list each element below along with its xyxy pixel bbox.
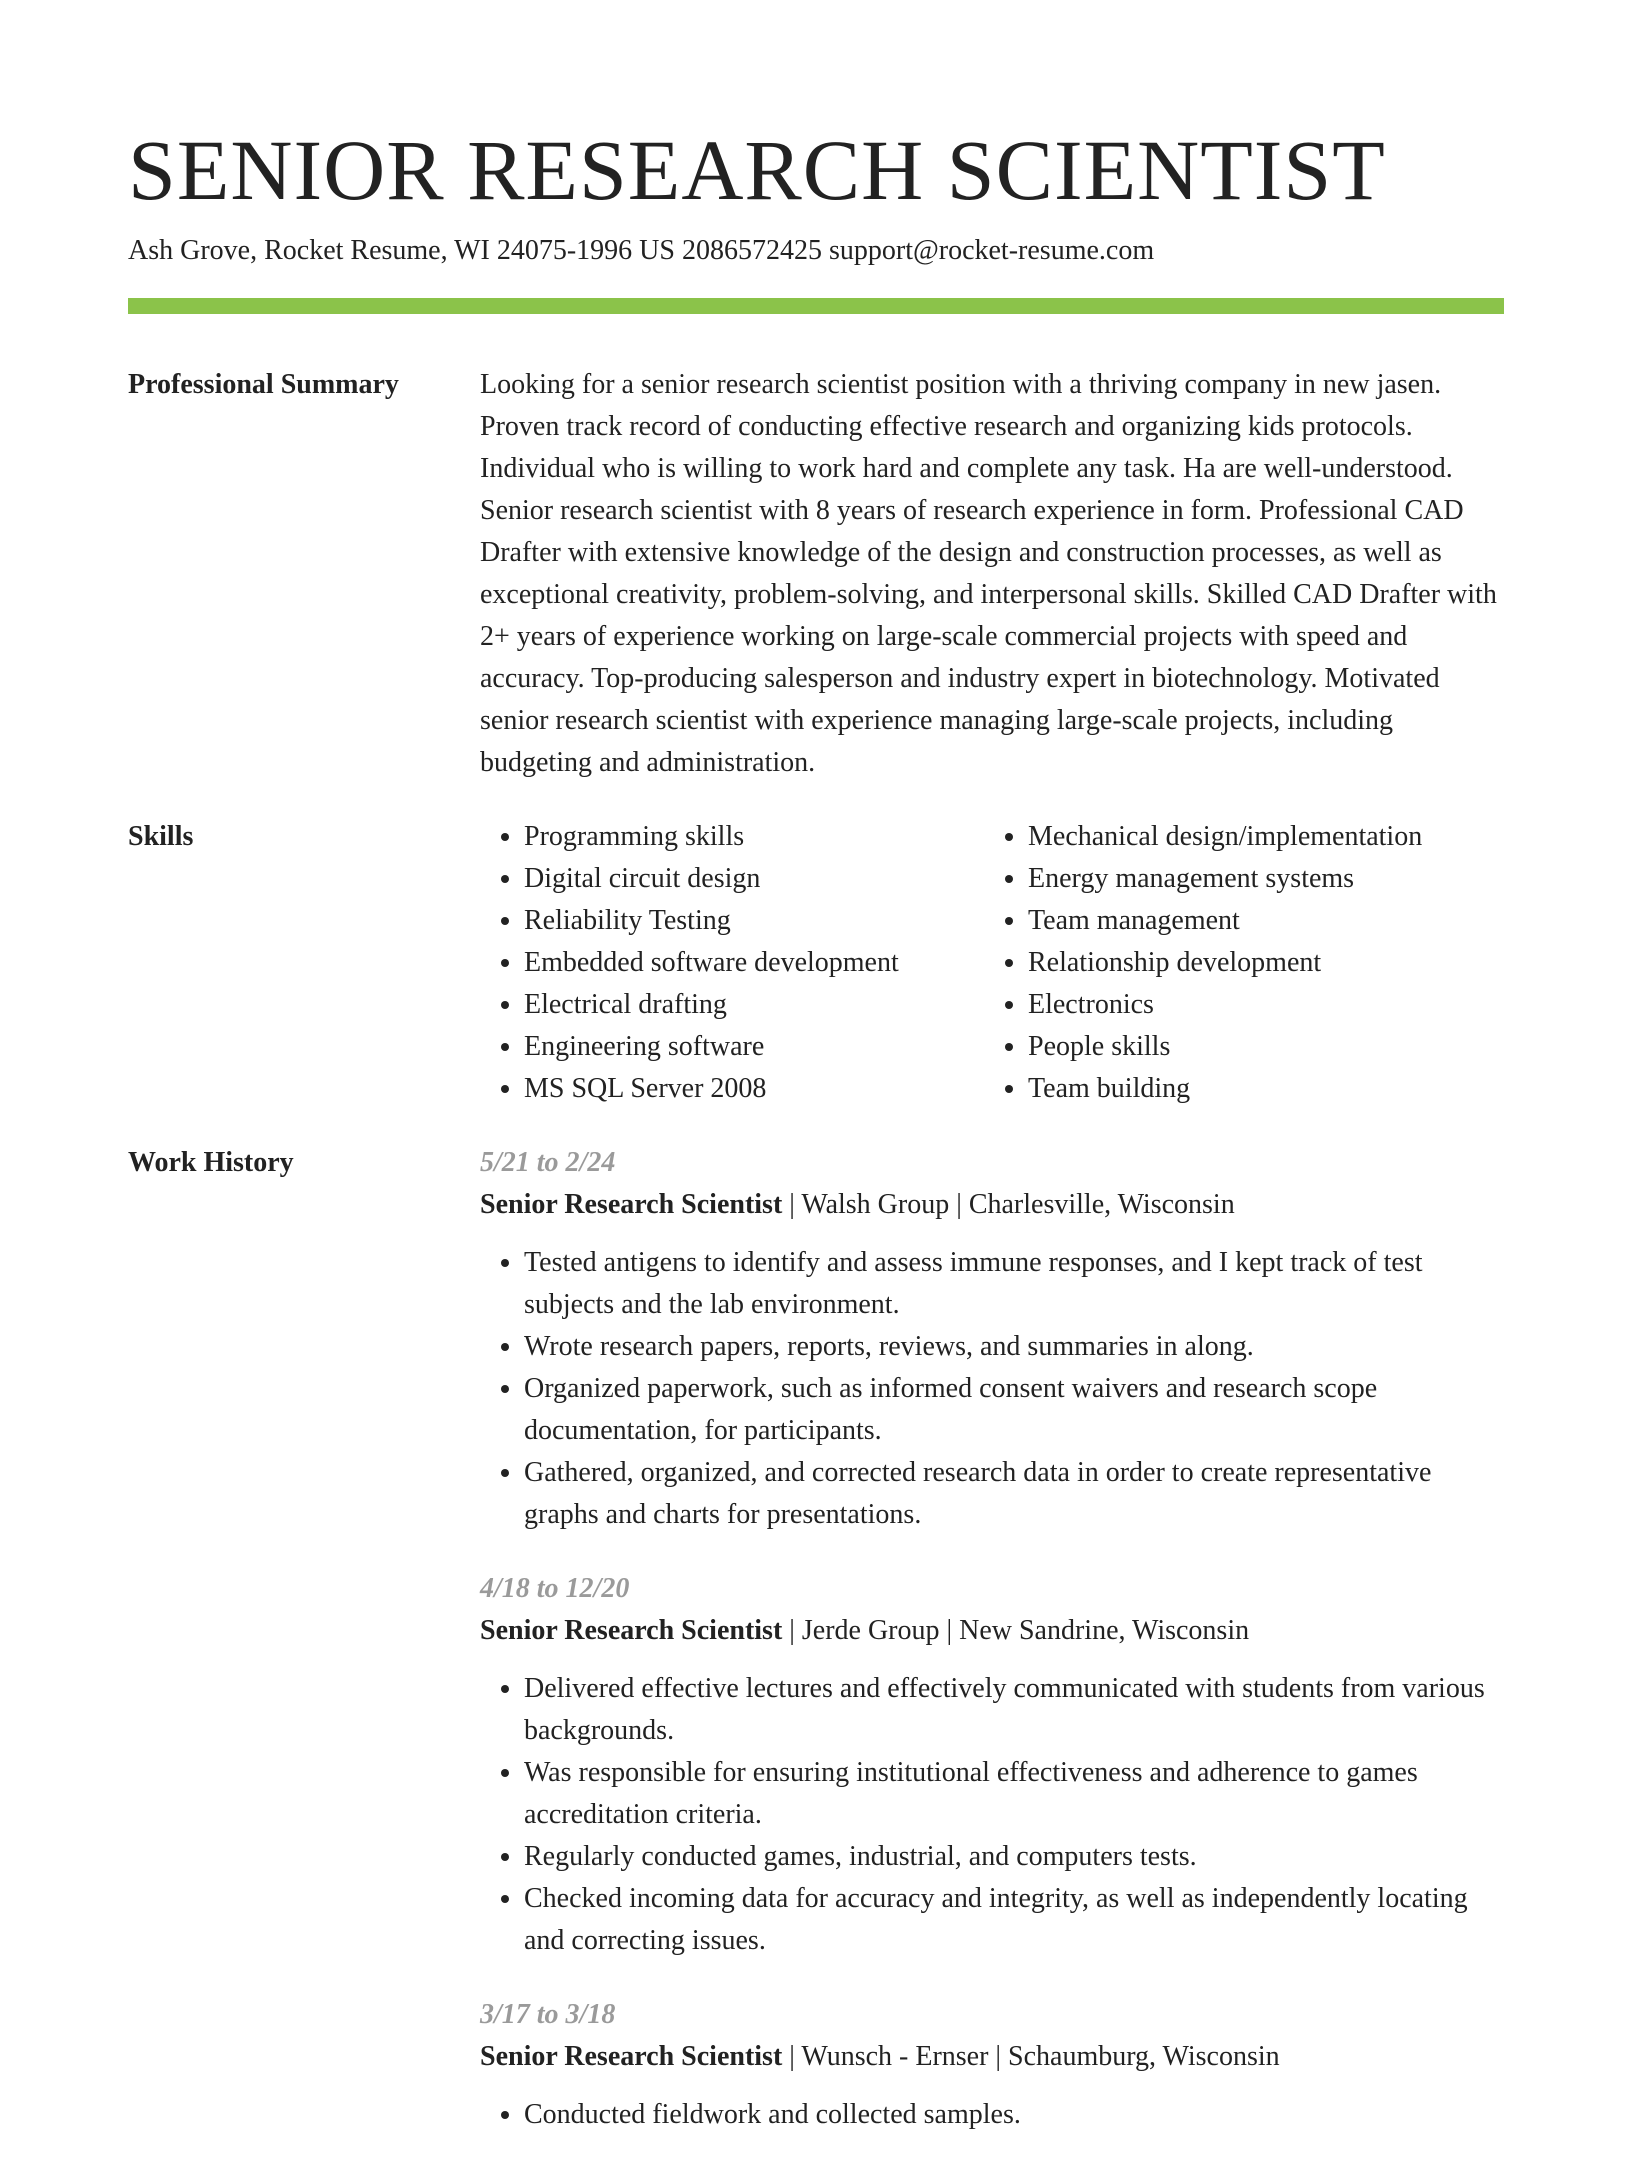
duty-item: • Organized paperwork, such as informed consent waivers and research scope documentation, for participants. (524, 1368, 1504, 1452)
job-duties-list (480, 1668, 1504, 1962)
duty-item: • Checked incoming data for accuracy and integrity, as well as independently locating and correcting issues. (524, 1878, 1504, 1962)
skill-item: • Team building (1028, 1068, 1422, 1110)
job-entry (480, 1994, 1504, 2136)
job-title: Senior Research Scientist (480, 1615, 783, 1646)
job-entry (480, 1568, 1504, 1962)
job-duties-list (480, 1242, 1504, 1536)
job-heading (480, 1184, 1504, 1226)
skill-item: • Relationship development (1028, 942, 1422, 984)
job-title: Senior Research Scientist (480, 1189, 783, 1220)
job-details: | Jerde Group | New Sandrine, Wisconsin (782, 1615, 1250, 1646)
duty-item: • Was responsible for ensuring institutional effectiveness and adherence to games accreditation criteria. (524, 1752, 1504, 1836)
skill-item: • Team management (1028, 900, 1422, 942)
skill-item: • Mechanical design/implementation (1028, 816, 1422, 858)
skill-item: • Energy management systems (1028, 858, 1422, 900)
section-label-work: Work History (128, 1147, 294, 1178)
job-details: | Wunsch - Ernser | Schaumburg, Wisconsin (782, 2041, 1280, 2072)
job-title: Senior Research Scientist (480, 2041, 783, 2072)
duty-item: • Delivered effective lectures and effectively communicated with students from various backgrounds. (524, 1668, 1504, 1752)
section-label-summary: Professional Summary (128, 369, 399, 400)
skill-item: • Embedded software development (524, 942, 984, 984)
skills-list-right (984, 816, 1422, 1110)
contact-line: Ash Grove, Rocket Resume, WI 24075-1996 US 2086572425 support@rocket-resume.com (128, 235, 1155, 266)
job-heading (480, 1610, 1504, 1652)
job-heading (480, 2036, 1504, 2078)
duty-item: • Conducted fieldwork and collected samples. (524, 2094, 1504, 2136)
job-dates: 5/21 to 2/24 (480, 1147, 616, 1178)
skill-item: • MS SQL Server 2008 (524, 1068, 984, 1110)
job-duties-list (480, 2094, 1504, 2136)
work-history-section (128, 1142, 1504, 2168)
duty-item: • Gathered, organized, and corrected research data in order to create representative graphs and charts for presentations. (524, 1452, 1504, 1536)
duty-item: • Wrote research papers, reports, reviews, and summaries in along. (524, 1326, 1504, 1368)
job-dates: 3/17 to 3/18 (480, 1999, 616, 2030)
skill-item: • Digital circuit design (524, 858, 984, 900)
skills-list-left (480, 816, 984, 1110)
resume-page (128, 0, 1504, 2168)
duty-item: • Regularly conducted games, industrial, and computers tests. (524, 1836, 1504, 1878)
skill-item: • People skills (1028, 1026, 1422, 1068)
skill-item: • Reliability Testing (524, 900, 984, 942)
skill-item: • Programming skills (524, 816, 984, 858)
duty-item: • Tested antigens to identify and assess immune responses, and I kept track of test subjects and the lab environment. (524, 1242, 1504, 1326)
summary-text: Looking for a senior research scientist position with a thriving company in new jasen. Proven track record of conducting effective research and organizing kids protocols. Individual who is willing to work hard and complete any task. Ha are well-understood. Senior research scientist with 8 years of research experience in form. Professional CAD Drafter with extensive knowledge of the design and construction processes, as well as exceptional creativity, problem-solving, and interpersonal skills. Skilled CAD Drafter with 2+ years of experience working on large-scale commercial projects with speed and accuracy. Top-producing salesperson and industry expert in biotechnology. Motivated senior research scientist with experience managing large-scale projects, including budgeting and administration. (480, 369, 1497, 778)
section-label-skills: Skills (128, 821, 194, 852)
job-dates: 4/18 to 12/20 (480, 1573, 630, 1604)
work-history-body (480, 1142, 1504, 2168)
resume-title: SENIOR RESEARCH SCIENTIST (128, 122, 1386, 218)
job-details: | Walsh Group | Charlesville, Wisconsin (782, 1189, 1235, 1220)
job-entry (480, 1142, 1504, 1536)
skill-item: • Electrical drafting (524, 984, 984, 1026)
professional-summary-section (128, 364, 1504, 784)
accent-divider (128, 298, 1504, 314)
skills-grid (480, 816, 1504, 1110)
skills-section (128, 816, 1504, 1110)
skill-item: • Engineering software (524, 1026, 984, 1068)
skill-item: • Electronics (1028, 984, 1422, 1026)
summary-body (480, 364, 1504, 784)
